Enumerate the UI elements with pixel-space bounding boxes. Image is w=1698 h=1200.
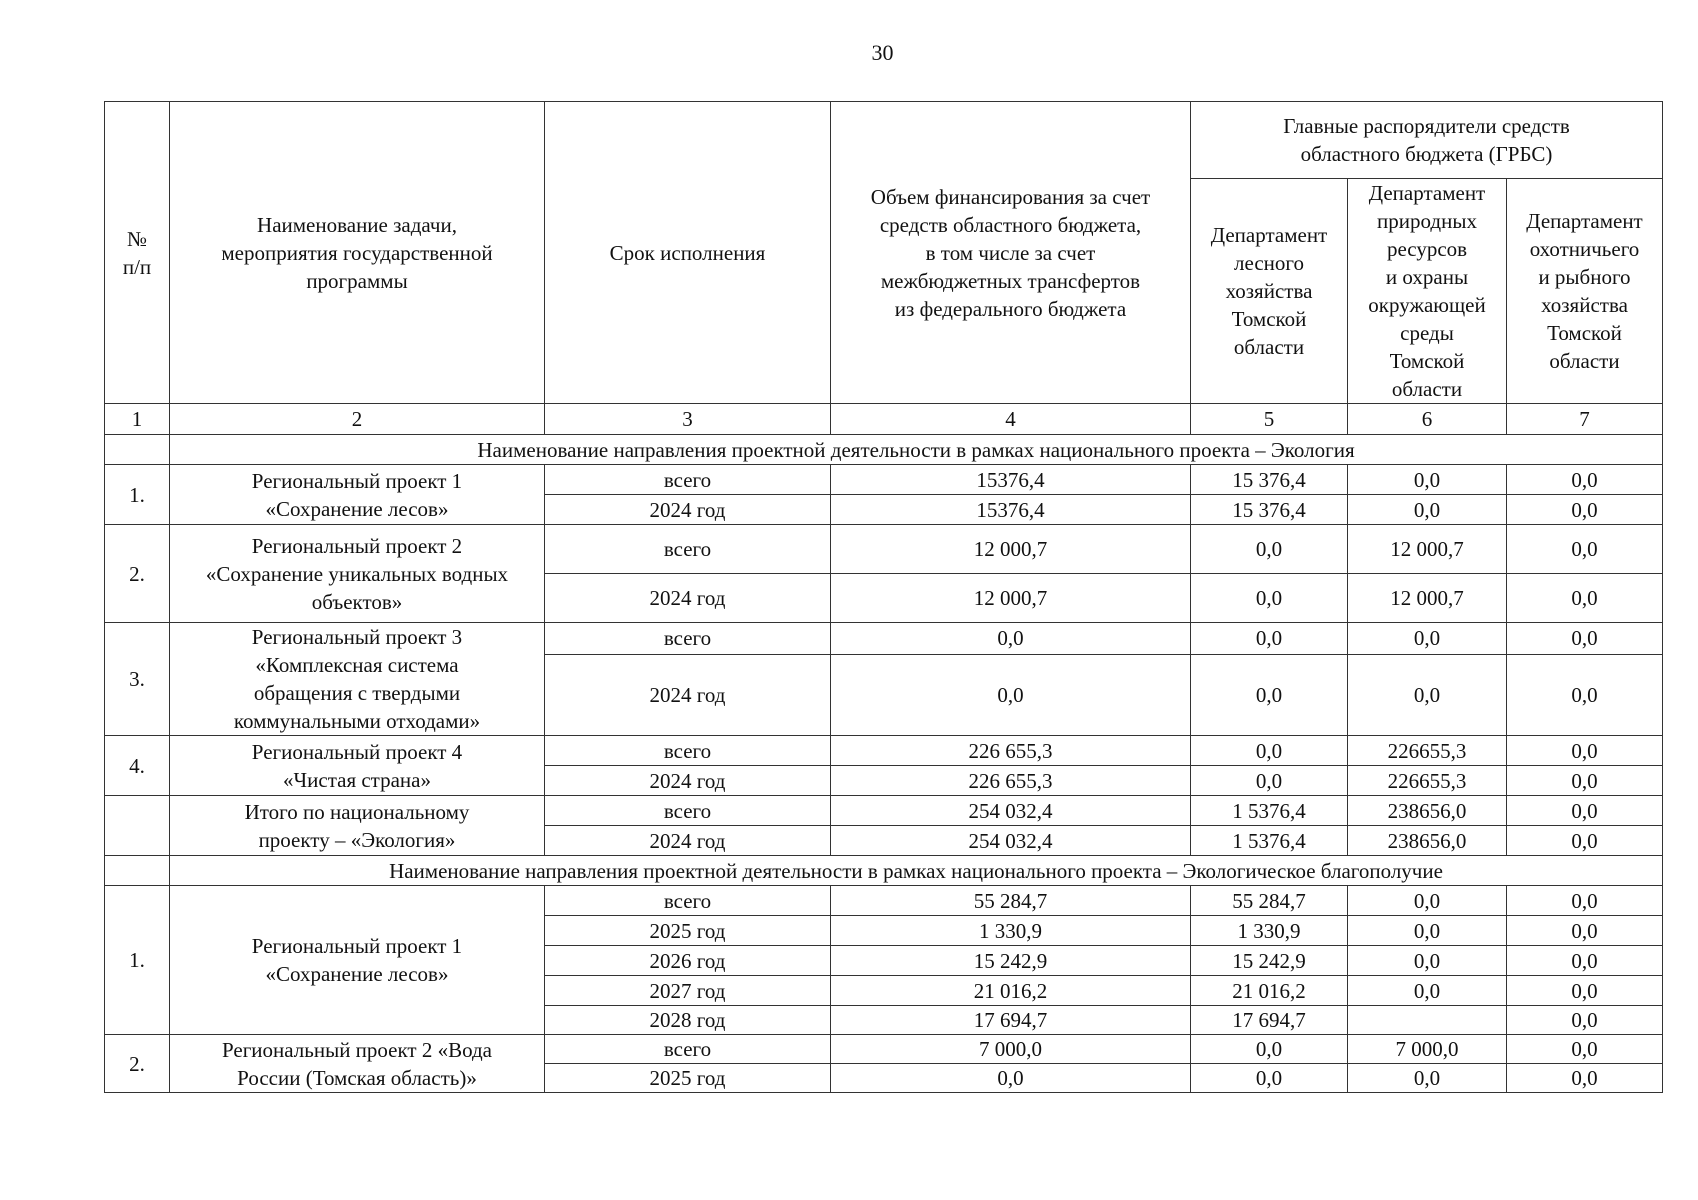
project-name: Итого по национальному проекту – «Экология»: [170, 796, 545, 856]
cell-d1: 15 376,4: [1191, 495, 1348, 525]
cell-volume: 0,0: [831, 654, 1191, 735]
table-row: [105, 465, 1663, 495]
cell-volume: 12 000,7: [831, 574, 1191, 623]
cell-d2: [1348, 1006, 1507, 1035]
cell-d3: 0,0: [1507, 525, 1663, 574]
cell-d2: 0,0: [1348, 465, 1507, 495]
cell-d2: 0,0: [1348, 654, 1507, 735]
section-num-cell: [105, 435, 170, 465]
cell-d2: 226655,3: [1348, 766, 1507, 796]
cell-term: 2024 год: [545, 654, 831, 735]
cell-d3: 0,0: [1507, 654, 1663, 735]
cell-term: всего: [545, 465, 831, 495]
cell-d3: 0,0: [1507, 736, 1663, 766]
cell-d2: 0,0: [1348, 946, 1507, 976]
table-row: [105, 623, 1663, 655]
project-name: Региональный проект 1 «Сохранение лесов»: [170, 886, 545, 1035]
cell-term: 2024 год: [545, 826, 831, 856]
column-numbers-row: [105, 404, 1663, 435]
cell-volume: 0,0: [831, 623, 1191, 655]
header-term: Срок исполнения: [545, 102, 831, 404]
cell-d3: 0,0: [1507, 1006, 1663, 1035]
column-number: 3: [545, 404, 831, 435]
cell-term: 2025 год: [545, 916, 831, 946]
project-name: Региональный проект 3 «Комплексная система обращения с твердыми коммунальными отходами»: [170, 623, 545, 736]
cell-d3: 0,0: [1507, 1064, 1663, 1093]
cell-volume: 226 655,3: [831, 736, 1191, 766]
column-number: 1: [105, 404, 170, 435]
cell-d3: 0,0: [1507, 623, 1663, 655]
section-row: [105, 856, 1663, 886]
cell-d3: 0,0: [1507, 916, 1663, 946]
cell-d1: 0,0: [1191, 654, 1348, 735]
cell-d3: 0,0: [1507, 886, 1663, 916]
cell-term: 2027 год: [545, 976, 831, 1006]
project-number: 1.: [105, 886, 170, 1035]
cell-d3: 0,0: [1507, 946, 1663, 976]
cell-term: 2026 год: [545, 946, 831, 976]
table-row: [105, 1035, 1663, 1064]
header-volume: Объем финансирования за счет средств областного бюджета, в том числе за счет межбюджетных трансфертов из федерального бюджета: [831, 102, 1191, 404]
cell-volume: 15376,4: [831, 495, 1191, 525]
cell-term: всего: [545, 525, 831, 574]
cell-d1: 0,0: [1191, 525, 1348, 574]
section-num-cell: [105, 856, 170, 886]
project-name: Региональный проект 2 «Сохранение уникальных водных объектов»: [170, 525, 545, 623]
column-number: 6: [1348, 404, 1507, 435]
cell-d3: 0,0: [1507, 976, 1663, 1006]
cell-d3: 0,0: [1507, 766, 1663, 796]
cell-d2: 0,0: [1348, 976, 1507, 1006]
project-number: [105, 796, 170, 856]
cell-d1: 1 5376,4: [1191, 796, 1348, 826]
cell-d1: 0,0: [1191, 574, 1348, 623]
cell-d2: 238656,0: [1348, 796, 1507, 826]
project-name: Региональный проект 2 «Вода России (Томская область)»: [170, 1035, 545, 1093]
cell-volume: 254 032,4: [831, 796, 1191, 826]
cell-d1: 55 284,7: [1191, 886, 1348, 916]
table-row: [105, 886, 1663, 916]
cell-d3: 0,0: [1507, 495, 1663, 525]
cell-d1: 17 694,7: [1191, 1006, 1348, 1035]
cell-volume: 226 655,3: [831, 766, 1191, 796]
cell-term: 2024 год: [545, 495, 831, 525]
cell-d3: 0,0: [1507, 826, 1663, 856]
cell-d1: 0,0: [1191, 1035, 1348, 1064]
page-number: 30: [871, 40, 894, 65]
cell-d2: 12 000,7: [1348, 525, 1507, 574]
cell-term: всего: [545, 796, 831, 826]
cell-volume: 254 032,4: [831, 826, 1191, 856]
header-name: Наименование задачи, мероприятия государственной программы: [170, 102, 545, 404]
column-number: 5: [1191, 404, 1348, 435]
cell-d1: 1 5376,4: [1191, 826, 1348, 856]
section-title: Наименование направления проектной деятельности в рамках национального проекта – Экология: [170, 435, 1663, 465]
table-row: [105, 796, 1663, 826]
project-number: 4.: [105, 736, 170, 796]
cell-volume: 1 330,9: [831, 916, 1191, 946]
cell-term: 2028 год: [545, 1006, 831, 1035]
section-row: [105, 435, 1663, 465]
program-table: [104, 101, 1663, 1093]
table-row: [105, 525, 1663, 574]
section-title: Наименование направления проектной деятельности в рамках национального проекта – Экологическое благополучие: [170, 856, 1663, 886]
cell-volume: 7 000,0: [831, 1035, 1191, 1064]
cell-d1: 0,0: [1191, 623, 1348, 655]
header-grbs: Главные распорядители средств областного бюджета (ГРБС): [1191, 102, 1663, 179]
cell-volume: 15376,4: [831, 465, 1191, 495]
cell-d3: 0,0: [1507, 465, 1663, 495]
cell-volume: 12 000,7: [831, 525, 1191, 574]
table-row: [105, 736, 1663, 766]
project-number: 2.: [105, 525, 170, 623]
cell-term: 2025 год: [545, 1064, 831, 1093]
cell-volume: 0,0: [831, 1064, 1191, 1093]
cell-term: всего: [545, 736, 831, 766]
project-number: 3.: [105, 623, 170, 736]
cell-term: всего: [545, 623, 831, 655]
cell-d3: 0,0: [1507, 574, 1663, 623]
cell-d3: 0,0: [1507, 1035, 1663, 1064]
cell-d2: 226655,3: [1348, 736, 1507, 766]
cell-d1: 0,0: [1191, 736, 1348, 766]
cell-d2: 0,0: [1348, 916, 1507, 946]
cell-term: всего: [545, 1035, 831, 1064]
cell-d1: 15 376,4: [1191, 465, 1348, 495]
project-number: 1.: [105, 465, 170, 525]
cell-d1: 0,0: [1191, 766, 1348, 796]
cell-d1: 0,0: [1191, 1064, 1348, 1093]
cell-d1: 15 242,9: [1191, 946, 1348, 976]
cell-volume: 15 242,9: [831, 946, 1191, 976]
header-row-1: [105, 102, 1663, 179]
column-number: 4: [831, 404, 1191, 435]
cell-d2: 7 000,0: [1348, 1035, 1507, 1064]
cell-d2: 12 000,7: [1348, 574, 1507, 623]
cell-term: всего: [545, 886, 831, 916]
header-dept-nature: Департамент природных ресурсов и охраны окружающей среды Томской области: [1348, 179, 1507, 404]
cell-d2: 0,0: [1348, 1064, 1507, 1093]
cell-volume: 55 284,7: [831, 886, 1191, 916]
cell-d2: 0,0: [1348, 623, 1507, 655]
cell-volume: 21 016,2: [831, 976, 1191, 1006]
header-dept-forest: Департамент лесного хозяйства Томской области: [1191, 179, 1348, 404]
project-name: Региональный проект 4 «Чистая страна»: [170, 736, 545, 796]
cell-volume: 17 694,7: [831, 1006, 1191, 1035]
column-number: 7: [1507, 404, 1663, 435]
header-dept-hunting: Департамент охотничьего и рыбного хозяйства Томской области: [1507, 179, 1663, 404]
cell-d1: 1 330,9: [1191, 916, 1348, 946]
cell-d1: 21 016,2: [1191, 976, 1348, 1006]
header-num: № п/п: [105, 102, 170, 404]
cell-d3: 0,0: [1507, 796, 1663, 826]
project-number: 2.: [105, 1035, 170, 1093]
cell-d2: 0,0: [1348, 886, 1507, 916]
cell-d2: 238656,0: [1348, 826, 1507, 856]
column-number: 2: [170, 404, 545, 435]
project-name: Региональный проект 1 «Сохранение лесов»: [170, 465, 545, 525]
cell-d2: 0,0: [1348, 495, 1507, 525]
cell-term: 2024 год: [545, 766, 831, 796]
cell-term: 2024 год: [545, 574, 831, 623]
